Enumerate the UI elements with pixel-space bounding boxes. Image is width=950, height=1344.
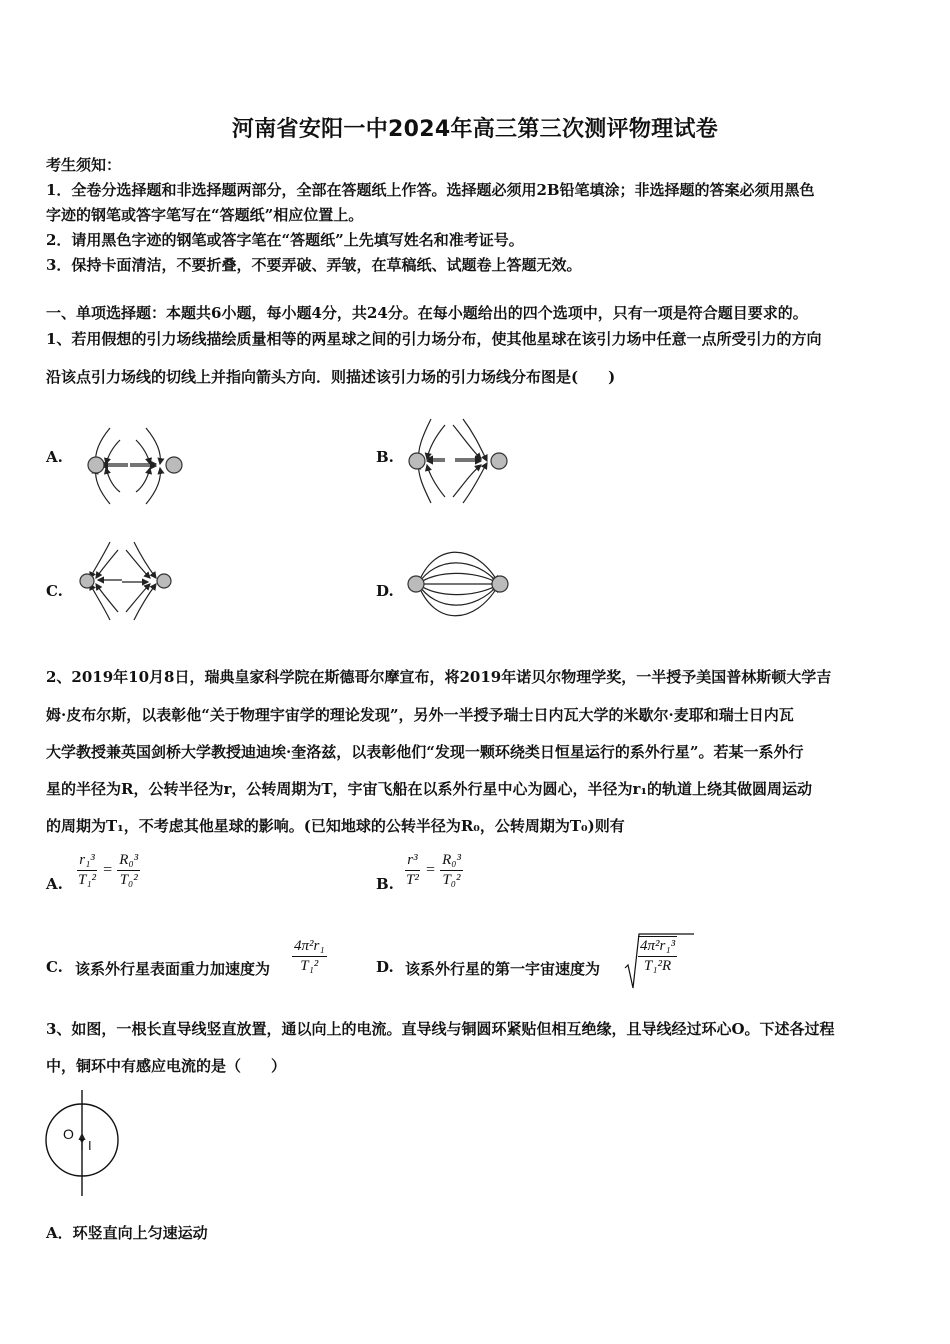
notice-line: 1．全卷分选择题和非选择题两部分，全部在答题纸上作答。选择题必须用2B铅笔填涂；非选择题的答案必须用黑色 [46, 181, 815, 199]
frac-num: R₀³ [440, 852, 463, 871]
q2-option-d-formula [638, 936, 677, 975]
frac-num: r₁³ [77, 852, 97, 871]
q2-option-a-label: A. [46, 875, 63, 893]
frac-den: T₀² [119, 872, 138, 888]
frac-den: T₁²R [643, 958, 672, 974]
q1-text: 沿该点引力场线的切线上并指向箭头方向．则描述该引力场的引力场线分布图是( ) [46, 368, 616, 386]
q2-text: 大学教授兼英国剑桥大学教授迪迪埃·奎洛兹，以表彰他们“发现一颗环绕类日恒星运行的系外行星”。若某一系外行 [46, 743, 804, 761]
frac-num: r³ [405, 852, 419, 871]
frac-num: 4π²r₁ [292, 938, 327, 957]
q3-text: 中，铜环中有感应电流的是（ ） [46, 1057, 287, 1075]
q2-text: 姆·皮布尔斯，以表彰他“关于物理宇宙学的理论发现”，另外一半授予瑞士日内瓦大学的米歇尔·麦耶和瑞士日内瓦 [46, 706, 794, 724]
q2-text: 的周期为T₁，不考虑其他星球的影响。(已知地球的公转半径为R₀，公转周期为T₀)则有 [46, 817, 625, 835]
q2-option-c-formula [292, 938, 327, 975]
q2-option-a-formula [76, 852, 140, 889]
frac-den: T₁² [78, 872, 97, 888]
frac-den: T² [406, 872, 419, 888]
equals-sign: = [425, 861, 435, 879]
q3-center-label: O [63, 1126, 74, 1142]
q1-option-c-label: C. [46, 582, 63, 600]
q1-figure-b [405, 415, 515, 510]
notice-heading: 考生须知： [46, 156, 122, 174]
q2-option-d-text: 该系外行星的第一宇宙速度为 [405, 960, 601, 978]
q2-option-c-text: 该系外行星表面重力加速度为 [75, 960, 271, 978]
frac-den: T₀² [442, 872, 461, 888]
notice-line: 字迹的钢笔或答字笔写在“答题纸”相应位置上。 [46, 206, 364, 224]
q2-text: 2、2019年10月8日，瑞典皇家科学院在斯德哥尔摩宣布，将2019年诺贝尔物理学奖，一半授予美国普林斯顿大学吉 [46, 668, 832, 686]
frac-num: R₀³ [117, 852, 140, 871]
q2-text: 星的半径为R，公转半径为r，公转周期为T，宇宙飞船在以系外行星中心为圆心，半径为r₁的轨道上绕其做圆周运动 [46, 780, 813, 798]
q1-option-d-label: D. [376, 582, 394, 600]
q1-figure-c [78, 540, 178, 622]
q1-text: 1、若用假想的引力场线描绘质量相等的两星球之间的引力场分布，使其他星球在该引力场中任意一点所受引力的方向 [46, 330, 822, 348]
q1-figure-d [404, 542, 514, 624]
q1-option-a-label: A. [46, 448, 63, 466]
q2-option-d-label: D. [376, 958, 394, 976]
q3-text: 3、如图，一根长直导线竖直放置，通以向上的电流。直导线与铜圆环紧贴但相互绝缘，且导线经过环心O。下述各过程 [46, 1020, 835, 1038]
q2-option-b-formula [404, 852, 463, 889]
frac-den: T₁² [300, 958, 319, 974]
section-heading: 一、单项选择题：本题共6小题，每小题4分，共24分。在每小题给出的四个选项中，只有一项是符合题目要求的。 [46, 304, 808, 322]
frac-num: 4π²r₁³ [638, 938, 677, 957]
q2-option-c-label: C. [46, 958, 63, 976]
notice-line: 2．请用黑色字迹的钢笔或答字笔在“答题纸”上先填写姓名和准考证号。 [46, 231, 524, 249]
notice-line: 3．保持卡面清洁，不要折叠，不要弄破、弄皱，在草稿纸、试题卷上答题无效。 [46, 256, 582, 274]
q2-option-b-label: B. [376, 875, 394, 893]
q3-figure [40, 1090, 130, 1200]
equals-sign: = [103, 861, 113, 879]
q3-option-a: A．环竖直向上匀速运动 [46, 1224, 208, 1242]
page-title: 河南省安阳一中2024年高三第三次测评物理试卷 [231, 117, 719, 142]
q1-option-b-label: B. [376, 448, 394, 466]
q1-figure-a [80, 420, 195, 512]
q3-current-label: I [88, 1138, 92, 1153]
